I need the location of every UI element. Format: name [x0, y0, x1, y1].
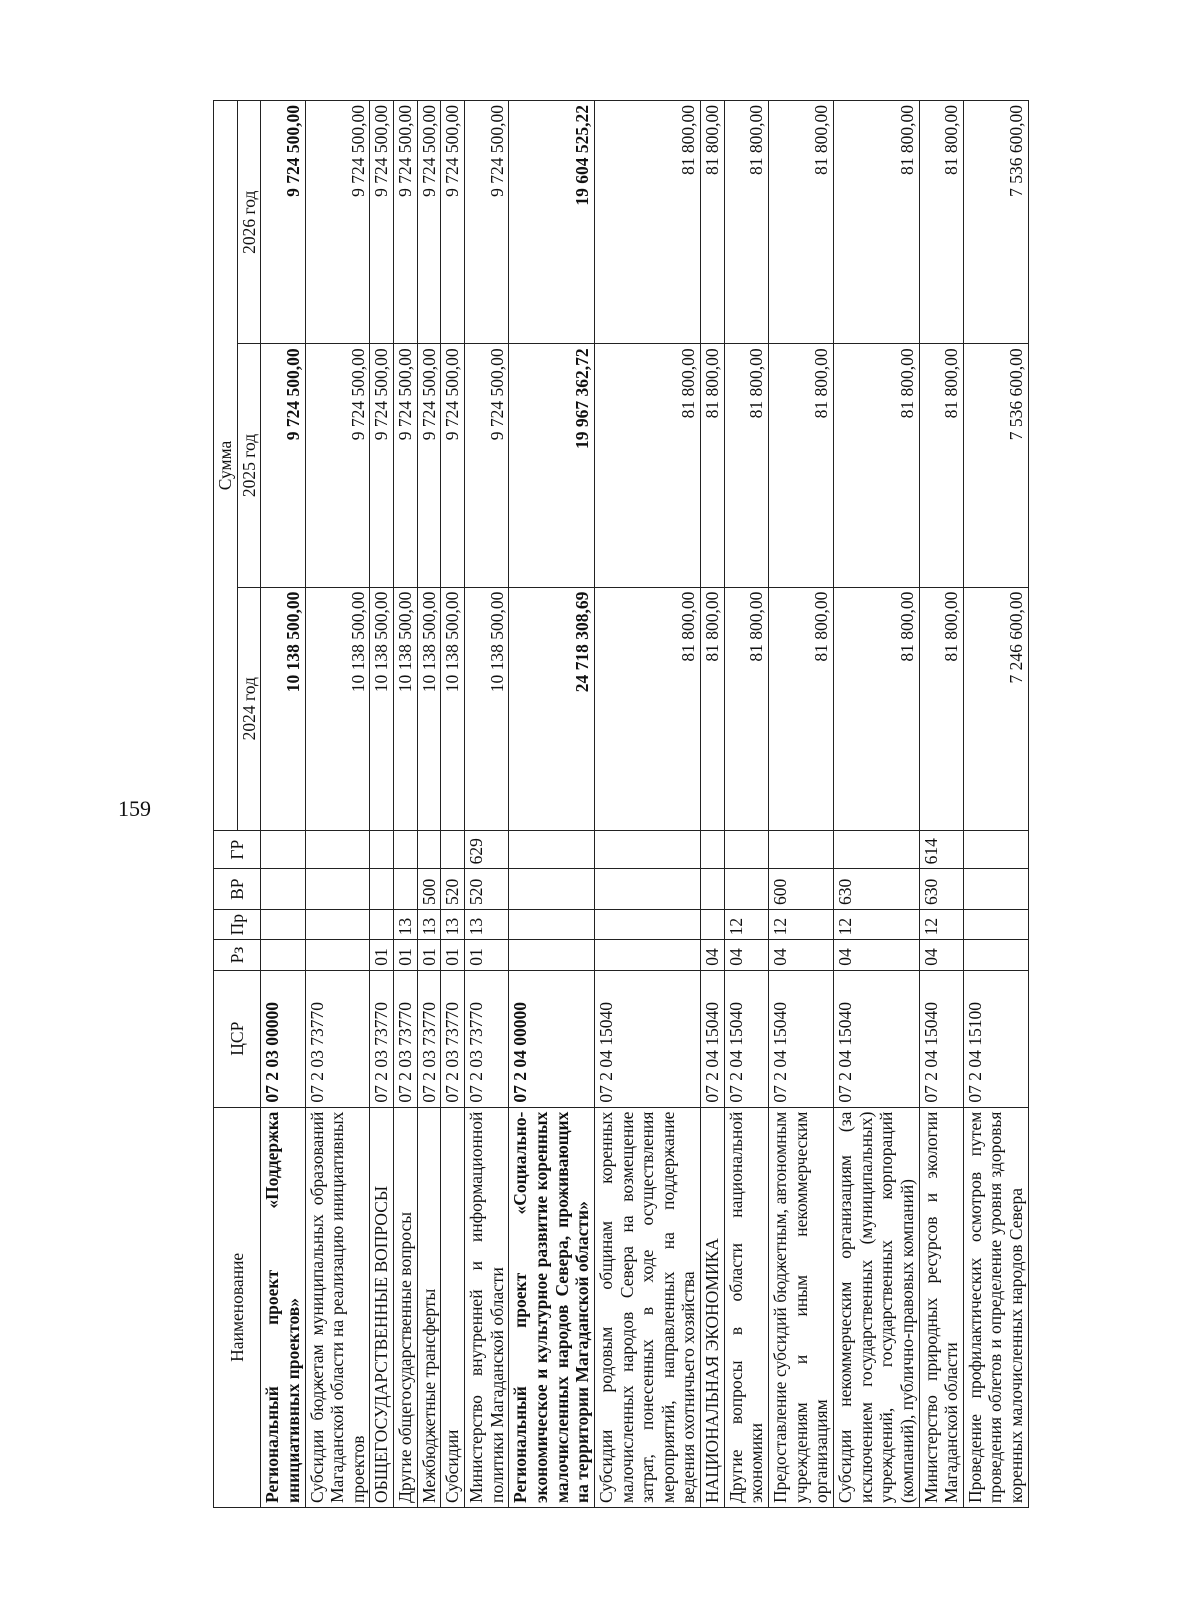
row-sum-2025: 81 800,00 — [594, 344, 700, 587]
row-rz — [594, 940, 700, 970]
row-name: Министерство внутренней и информационной политики Магаданской области — [465, 1107, 509, 1507]
row-sum-2026: 9 724 500,00 — [305, 101, 370, 344]
row-rz: 01 — [441, 940, 465, 970]
row-name: Другие общегосударственные вопросы — [394, 1107, 418, 1507]
table-body — [261, 101, 1028, 1508]
row-name: Субсидии некоммерческим организациям (за исключением государственных (муниципальных) учреждений, государственных корпораций (компаний), публично-правовых компаний) — [833, 1107, 919, 1507]
rotated-table-container — [213, 100, 1200, 1508]
table-row — [370, 101, 394, 1508]
row-rz — [261, 940, 305, 970]
row-sum-2025: 9 724 500,00 — [417, 344, 441, 587]
row-pr: 12 — [833, 909, 919, 939]
table-row — [509, 101, 595, 1508]
header-2026: 2026 год — [237, 101, 261, 344]
row-csr: 07 2 03 73770 — [305, 970, 370, 1107]
row-name: ОБЩЕГОСУДАРСТВЕННЫЕ ВОПРОСЫ — [370, 1107, 394, 1507]
row-rz: 01 — [465, 940, 509, 970]
row-gr — [370, 830, 394, 869]
row-sum-2024: 10 138 500,00 — [394, 587, 418, 830]
header-vr: ВР — [214, 869, 261, 910]
header-row-1 — [214, 101, 238, 1508]
row-sum-2024: 81 800,00 — [701, 587, 725, 830]
row-vr — [370, 869, 394, 910]
row-vr — [701, 869, 725, 910]
row-pr — [370, 909, 394, 939]
row-vr — [394, 869, 418, 910]
row-pr: 13 — [394, 909, 418, 939]
row-vr — [509, 869, 595, 910]
row-name: Проведение профилактических осмотров путем проведения облетов и определение уровня здоровья коренных малочисленных народов Севера — [963, 1107, 1028, 1507]
row-pr: 12 — [919, 909, 963, 939]
row-csr: 07 2 03 00000 — [261, 970, 305, 1107]
row-csr: 07 2 03 73770 — [370, 970, 394, 1107]
row-gr: 629 — [465, 830, 509, 869]
row-pr — [305, 909, 370, 939]
row-gr — [394, 830, 418, 869]
row-rz: 01 — [417, 940, 441, 970]
table-row — [441, 101, 465, 1508]
row-csr: 07 2 03 73770 — [394, 970, 418, 1107]
header-pr: Пр — [214, 909, 261, 939]
row-gr — [701, 830, 725, 869]
row-sum-2026: 19 604 525,22 — [509, 101, 595, 344]
page-number: 159 — [118, 796, 151, 821]
header-2025: 2025 год — [237, 344, 261, 587]
row-pr — [701, 909, 725, 939]
row-sum-2024: 10 138 500,00 — [465, 587, 509, 830]
row-rz — [305, 940, 370, 970]
row-csr: 07 2 04 00000 — [509, 970, 595, 1107]
row-name: Министерство природных ресурсов и экологии Магаданской области — [919, 1107, 963, 1507]
row-gr: 614 — [919, 830, 963, 869]
row-rz — [509, 940, 595, 970]
row-gr — [509, 830, 595, 869]
row-rz — [963, 940, 1028, 970]
row-gr — [594, 830, 700, 869]
row-sum-2026: 81 800,00 — [701, 101, 725, 344]
row-name: Субсидии — [441, 1107, 465, 1507]
header-gr: ГР — [214, 830, 261, 869]
row-csr: 07 2 04 15040 — [769, 970, 834, 1107]
table-row — [724, 101, 768, 1508]
row-vr — [261, 869, 305, 910]
row-pr: 13 — [417, 909, 441, 939]
row-vr: 600 — [769, 869, 834, 910]
budget-table — [213, 100, 1029, 1508]
table-row — [919, 101, 963, 1508]
row-sum-2024: 10 138 500,00 — [417, 587, 441, 830]
row-sum-2025: 81 800,00 — [701, 344, 725, 587]
row-sum-2025: 81 800,00 — [833, 344, 919, 587]
row-csr: 07 2 04 15040 — [919, 970, 963, 1107]
row-pr — [509, 909, 595, 939]
header-2024: 2024 год — [237, 587, 261, 830]
row-sum-2024: 81 800,00 — [724, 587, 768, 830]
row-sum-2024: 81 800,00 — [769, 587, 834, 830]
table-row — [833, 101, 919, 1508]
row-vr: 630 — [919, 869, 963, 910]
row-name: Региональный проект «Социально-экономическое и культурное развитие коренных малочисленных народов Севера, проживающих на территории Магаданской области» — [509, 1107, 595, 1507]
row-sum-2026: 9 724 500,00 — [441, 101, 465, 344]
row-csr: 07 2 03 73770 — [465, 970, 509, 1107]
row-name: Субсидии родовым общинам коренных малочисленных народов Севера на возмещение затрат, понесенных в ходе осуществления мероприятий, направленных на поддержание ведения охотничьего хозяйства — [594, 1107, 700, 1507]
row-vr — [594, 869, 700, 910]
row-sum-2026: 9 724 500,00 — [465, 101, 509, 344]
row-sum-2024: 10 138 500,00 — [370, 587, 394, 830]
row-rz: 04 — [724, 940, 768, 970]
row-name: Субсидии бюджетам муниципальных образований Магаданской области на реализацию инициативных проектов — [305, 1107, 370, 1507]
row-gr — [305, 830, 370, 869]
row-name: Другие вопросы в области национальной экономики — [724, 1107, 768, 1507]
row-sum-2026: 81 800,00 — [594, 101, 700, 344]
table-row — [305, 101, 370, 1508]
row-sum-2025: 81 800,00 — [724, 344, 768, 587]
row-rz: 04 — [919, 940, 963, 970]
row-sum-2025: 9 724 500,00 — [394, 344, 418, 587]
table-row — [394, 101, 418, 1508]
table-row — [701, 101, 725, 1508]
row-rz: 01 — [394, 940, 418, 970]
row-sum-2024: 81 800,00 — [919, 587, 963, 830]
row-pr: 12 — [769, 909, 834, 939]
table-row — [465, 101, 509, 1508]
header-sum: Сумма — [214, 101, 238, 831]
row-sum-2026: 81 800,00 — [833, 101, 919, 344]
row-csr: 07 2 04 15100 — [963, 970, 1028, 1107]
row-rz: 01 — [370, 940, 394, 970]
row-gr — [833, 830, 919, 869]
row-gr — [261, 830, 305, 869]
row-sum-2026: 9 724 500,00 — [261, 101, 305, 344]
header-csr: ЦСР — [214, 970, 261, 1107]
row-sum-2026: 7 536 600,00 — [963, 101, 1028, 344]
row-rz: 04 — [769, 940, 834, 970]
row-sum-2025: 9 724 500,00 — [261, 344, 305, 587]
table-row — [594, 101, 700, 1508]
row-pr — [963, 909, 1028, 939]
row-pr — [594, 909, 700, 939]
row-name: Предоставление субсидий бюджетным, автономным учреждениям и иным некоммерческим организациям — [769, 1107, 834, 1507]
row-sum-2026: 81 800,00 — [769, 101, 834, 344]
row-sum-2026: 9 724 500,00 — [370, 101, 394, 344]
row-sum-2024: 10 138 500,00 — [441, 587, 465, 830]
row-sum-2026: 9 724 500,00 — [417, 101, 441, 344]
row-csr: 07 2 04 15040 — [701, 970, 725, 1107]
row-vr — [305, 869, 370, 910]
row-gr — [441, 830, 465, 869]
table-row — [417, 101, 441, 1508]
row-sum-2025: 7 536 600,00 — [963, 344, 1028, 587]
row-rz: 04 — [833, 940, 919, 970]
row-vr: 630 — [833, 869, 919, 910]
row-sum-2026: 9 724 500,00 — [394, 101, 418, 344]
row-vr: 520 — [465, 869, 509, 910]
table-row — [769, 101, 834, 1508]
row-vr — [963, 869, 1028, 910]
row-vr: 520 — [441, 869, 465, 910]
row-gr — [724, 830, 768, 869]
row-sum-2026: 81 800,00 — [919, 101, 963, 344]
row-sum-2025: 9 724 500,00 — [305, 344, 370, 587]
row-csr: 07 2 03 73770 — [441, 970, 465, 1107]
row-sum-2024: 10 138 500,00 — [261, 587, 305, 830]
row-sum-2025: 19 967 362,72 — [509, 344, 595, 587]
row-rz: 04 — [701, 940, 725, 970]
row-sum-2024: 81 800,00 — [594, 587, 700, 830]
row-name: Региональный проект «Поддержка инициативных проектов» — [261, 1107, 305, 1507]
row-csr: 07 2 04 15040 — [724, 970, 768, 1107]
row-sum-2025: 9 724 500,00 — [465, 344, 509, 587]
row-pr — [261, 909, 305, 939]
row-sum-2025: 9 724 500,00 — [370, 344, 394, 587]
row-vr: 500 — [417, 869, 441, 910]
row-sum-2025: 81 800,00 — [769, 344, 834, 587]
row-csr: 07 2 04 15040 — [594, 970, 700, 1107]
row-csr: 07 2 03 73770 — [417, 970, 441, 1107]
row-pr: 13 — [465, 909, 509, 939]
row-vr — [724, 869, 768, 910]
row-gr — [769, 830, 834, 869]
table-row — [963, 101, 1028, 1508]
row-name: НАЦИОНАЛЬНАЯ ЭКОНОМИКА — [701, 1107, 725, 1507]
row-sum-2025: 9 724 500,00 — [441, 344, 465, 587]
row-gr — [963, 830, 1028, 869]
row-sum-2026: 81 800,00 — [724, 101, 768, 344]
row-sum-2024: 81 800,00 — [833, 587, 919, 830]
row-sum-2024: 7 246 600,00 — [963, 587, 1028, 830]
table-row — [261, 101, 305, 1508]
row-pr: 12 — [724, 909, 768, 939]
row-name: Межбюджетные трансферты — [417, 1107, 441, 1507]
header-name: Наименование — [214, 1107, 261, 1507]
header-rz: Рз — [214, 940, 261, 970]
row-pr: 13 — [441, 909, 465, 939]
row-sum-2025: 81 800,00 — [919, 344, 963, 587]
row-csr: 07 2 04 15040 — [833, 970, 919, 1107]
row-sum-2024: 24 718 308,69 — [509, 587, 595, 830]
row-sum-2024: 10 138 500,00 — [305, 587, 370, 830]
row-gr — [417, 830, 441, 869]
